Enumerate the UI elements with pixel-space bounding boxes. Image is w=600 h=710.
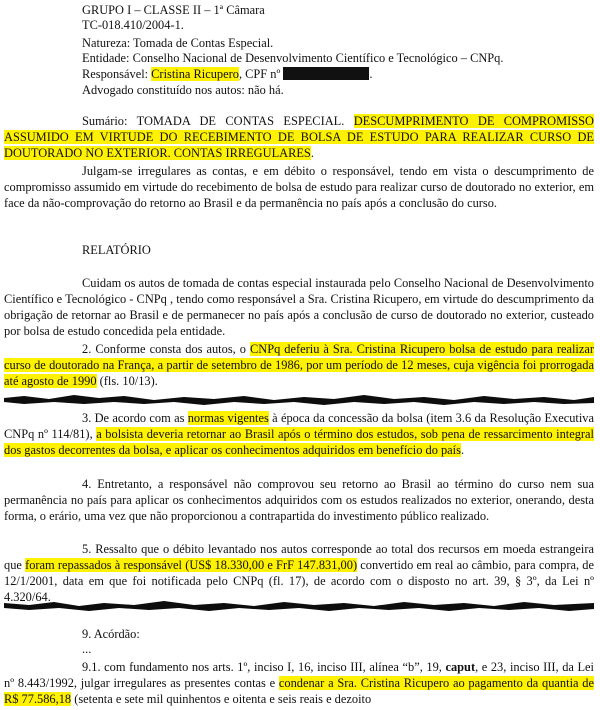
p5-b: convertido em real ao câmbio, para compra, de 12/1/2001, data em que foi notificada pelo CNPq (fl. 17), de acordo com o disposto no art. 39, § 3º, da Lei nº 4.320/64. bbox=[4, 558, 594, 604]
p3-highlight-2: a bolsista deveria retornar ao Brasil após o término dos estudos, sob pena de ressarcimento integral dos gastos decorrentes da bolsa, e aplicar os conhecimentos adquiridos em benefício do país bbox=[4, 427, 594, 457]
acordao-ellipsis: ... bbox=[82, 642, 92, 656]
header-entidade: Entidade: Conselho Nacional de Desenvolvimento Científico e Tecnológico – CNPq. bbox=[82, 51, 504, 65]
responsavel-label: Responsável: bbox=[82, 67, 152, 81]
sumario-suffix: . bbox=[310, 146, 314, 160]
p91-a: 9.1. com fundamento nos arts. 1º, inciso I, 16, inciso III, alínea “b”, 19, bbox=[82, 660, 446, 674]
torn-edge-divider bbox=[4, 392, 594, 406]
header-responsavel bbox=[82, 67, 372, 82]
p5-a: 5. Ressalto que o débito levantado nos autos corresponde ao total dos recursos em moeda estrangeira que bbox=[4, 542, 594, 572]
sumario-body: Julgam-se irregulares as contas, e em débito o responsável, tendo em vista o descumprimento de compromisso assumido em virtude do recebimento de bolsa de estudo para realizar curso de doutorado no exterior, em face da não-comprovação do retorno ao Brasil e da permanência no país após a conclusão do curso. bbox=[4, 164, 594, 210]
header-grupo: GRUPO I – CLASSE II – 1ª Câmara bbox=[82, 3, 265, 17]
p3-c: . bbox=[460, 443, 465, 457]
p2-prefix: 2. Conforme consta dos autos, o bbox=[82, 342, 250, 356]
acordao-9-1 bbox=[4, 659, 594, 707]
cpf-label: , CPF nº bbox=[238, 67, 281, 81]
p91-c: (setenta e sete mil quinhentos e oitenta e seis reais e dezoito bbox=[71, 692, 372, 706]
relatorio-p4: 4. Entretanto, a responsável não comprovou seu retorno ao Brasil ao término do curso nem sua permanência no país para aplicar os conhecimentos adquiridos com os estudos realizados no exterior, onerando, desta forma, o erário, uma vez que não proporcionou a contrapartida do investimento público realizado. bbox=[4, 477, 594, 523]
responsavel-name: Cristina Ricupero bbox=[151, 67, 239, 81]
p2-highlight: CNPq deferiu à Sra. Cristina Ricupero bolsa de estudo para realizar curso de doutorado na França, a partir de setembro de 1986, por um período de 12 meses, cuja vigência foi prorrogada até agosto de 1990 bbox=[4, 342, 594, 388]
p3-b: à época da concessão da bolsa (item 3.6 da Resolução Executiva CNPq nº 114/81), bbox=[4, 411, 594, 441]
relatorio-p5 bbox=[4, 541, 594, 605]
relatorio-p2 bbox=[4, 341, 594, 389]
redaction-bar bbox=[283, 67, 369, 80]
p91-highlight: condenar a Sra. Cristina Ricupero ao pagamento da quantia de R$ 77.586,18 bbox=[4, 676, 594, 706]
relatorio-title: RELATÓRIO bbox=[82, 243, 151, 257]
relatorio-p1: Cuidam os autos de tomada de contas especial instaurada pelo Conselho Nacional de Desenvolvimento Científico e Tecnológico - CNPq , tendo como responsável a Sra. Cristina Ricupero, em virtude do descumprimento da obrigação de retornar ao Brasil e de permanecer no país após a conclusão de curso de doutorado no exterior, custeado por bolsa de estudo concedida pela entidade. bbox=[4, 276, 594, 338]
header-advogado: Advogado constituído nos autos: não há. bbox=[82, 83, 284, 97]
p5-highlight: foram repassados à responsável (US$ 18.330,00 e FrF 147.831,00) bbox=[25, 558, 358, 572]
p91-caput: caput bbox=[445, 660, 476, 674]
p3-a: 3. De acordo com as bbox=[82, 411, 188, 425]
sumario-heading bbox=[4, 113, 594, 161]
sumario-highlight: DESCUMPRIMENTO DE COMPROMISSO ASSUMIDO EM VIRTUDE DO RECEBIMENTO DE BOLSA DE ESTUDO PARA REALIZAR CURSO DE DOUTORADO NO EXTERIOR. CONTAS IRREGULARES bbox=[4, 114, 594, 160]
acordao-title: 9. Acórdão: bbox=[82, 627, 140, 641]
relatorio-p3 bbox=[4, 410, 594, 458]
torn-edge-divider-2 bbox=[4, 598, 594, 612]
header-processo: TC-018.410/2004-1. bbox=[82, 18, 184, 32]
responsavel-end: . bbox=[369, 67, 373, 81]
header-natureza: Natureza: Tomada de Contas Especial. bbox=[82, 36, 274, 50]
p91-b: , e 23, inciso III, da Lei nº 8.443/1992, julgar irregulares as presentes contas e bbox=[4, 660, 594, 690]
sumario-prefix: Sumário: TOMADA DE CONTAS ESPECIAL. bbox=[82, 114, 354, 128]
p2-suffix: (fls. 10/13). bbox=[96, 374, 158, 388]
p3-highlight-1: normas vigentes bbox=[187, 411, 269, 425]
